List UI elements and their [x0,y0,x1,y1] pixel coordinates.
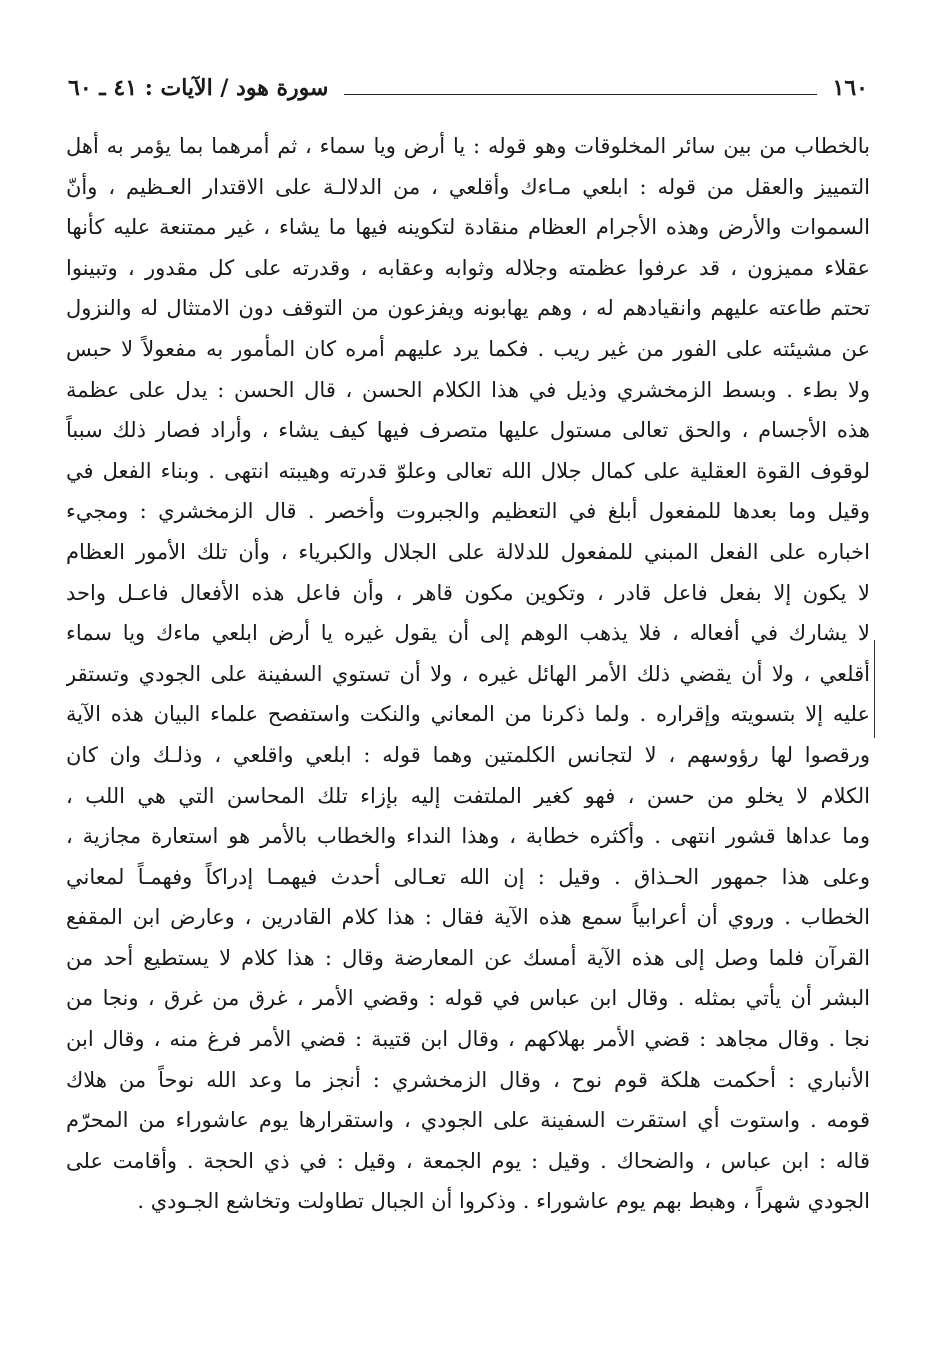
text-line: ورقصوا لها رؤوسهم ، لا لتجانس الكلمتين وهما قوله : ابلعي واقلعي ، وذلـك وان كان [66,742,870,767]
text-line: لوقوف القوة العقلية على كمال جلال الله تعالى وعلوّ قدرته وهيبته انتهى . وبناء الفعل في [66,458,870,483]
text-line: عقلاء مميزون ، قد عرفوا عظمته وجلاله وثوابه وعقابه ، وقدرته على كل مقدور ، وتبينوا [66,255,870,280]
text-line: نجا . وقال مجاهد : قضي الأمر بهلاكهم ، وقال ابن قتيبة : قضي الأمر فرغ منه ، وقال ابن [66,1027,870,1052]
text-line: الجودي شهراً ، وهبط بهم يوم عاشوراء . وذكروا أن الجبال تطاولت وتخاشع الجـودي . [137,1189,870,1214]
text-line: وعلى هذا جمهور الحـذاق . وقيل : إن الله تعـالى أحدث فيهمـا إدراكاً وفهمـاً لمعاني [66,864,870,889]
text-line: الأنباري : أحكمت هلكة قوم نوح ، وقال الزمخشري : أنجز ما وعد الله نوحاً من هلاك [66,1067,870,1092]
running-title: سورة هود / الآيات : ٤١ ـ ٦٠ [68,75,329,101]
text-line: وقيل وما بعدها للمفعول أبلغ في التعظيم والجبروت وأخصر . قال الزمخشري : ومجيء [66,499,870,524]
text-line: تحتم طاعته عليهم وانقيادهم له ، وهم يهابونه ويفزعون من التوقف دون الامتثال له والنزول [66,296,870,321]
margin-mark [874,640,875,738]
page-header [68,68,868,108]
header-rule [344,94,816,95]
text-line: الخطاب . وروي أن أعرابياً سمع هذه الآية فقال : هذا كلام القادرين ، وعارض ابن المقفع [66,905,870,930]
page-number: ١٦٠ [832,75,868,101]
text-line: ولا بطء . وبسط الزمخشري وذيل في هذا الكلام الحسن ، قال الحسن : يدل على عظمة [66,377,870,402]
text-line: قومه . واستوت أي استقرت السفينة على الجودي ، واستقرارها يوم عاشوراء من المحرّم [66,1108,870,1133]
text-line: لا يكون إلا بفعل فاعل قادر ، وتكوين مكون قاهر ، وأن فاعل هذه الأفعال فاعـل واحد [66,580,870,605]
text-line: بالخطاب من بين سائر المخلوقات وهو قوله : يا أرض ويا سماء ، ثم أمرهما بما يؤمر به أهل [66,134,870,158]
text-line: الكلام لا يخلو من حسن ، فهو كغير الملتفت إليه بإزاء تلك المحاسن التي هي اللب ، [66,783,870,808]
text-line: عليه إلا بتسويته وإقراره . ولما ذكرنا من المعاني والنكت واستفصح علماء البيان هذه الآية [66,702,870,727]
text-line: التمييز والعقل من قوله : ابلعي مـاءك وأقلعي ، من الدلالـة على الاقتدار العـظيم ، وأنّ [66,174,870,199]
text-line: هذه الأجسام ، والحق تعالى مستول عليها متصرف فيها كيف يشاء ، وأراد فصار ذلك سبباً [66,418,870,443]
text-line: قاله : ابن عباس ، والضحاك . وقيل : يوم الجمعة ، وقيل : في ذي الحجة . وأقامت على [66,1148,870,1173]
text-line: أقلعي ، ولا أن يقضي ذلك الأمر الهائل غيره ، ولا أن تستوي السفينة على الجودي وتستقر [66,661,870,686]
text-line: اخباره على الفعل المبني للمفعول للدلالة على الجلال والكبرياء ، وأن تلك الأمور العظام [66,539,870,564]
text-line: عن مشيئته على الفور من غير ريب . فكما يرد عليهم أمره كان المأمور به مفعولاً لا حبس [66,336,870,361]
text-line: القرآن فلما وصل إلى هذه الآية أمسك عن المعارضة وقال : هذا كلام لا يستطيع أحد من [66,945,870,970]
text-line: لا يشارك في أفعاله ، فلا يذهب الوهم إلى أن يقول غيره يا أرض ابلعي ماءك ويا سماء [66,621,870,646]
text-line: وما عداها قشور انتهى . وأكثره خطابة ، وهذا النداء والخطاب بالأمر هو استعارة مجازية ، [66,824,870,849]
text-line: السموات والأرض وهذه الأجرام العظام منقادة لتكوينه فيها ما يشاء ، غير ممتنعة عليه كأنها [66,215,870,240]
text-line: البشر أن يأتي بمثله . وقال ابن عباس في قوله : وقضي الأمر ، غرق من غرق ، ونجا من [66,986,870,1011]
body-text [66,126,870,1222]
